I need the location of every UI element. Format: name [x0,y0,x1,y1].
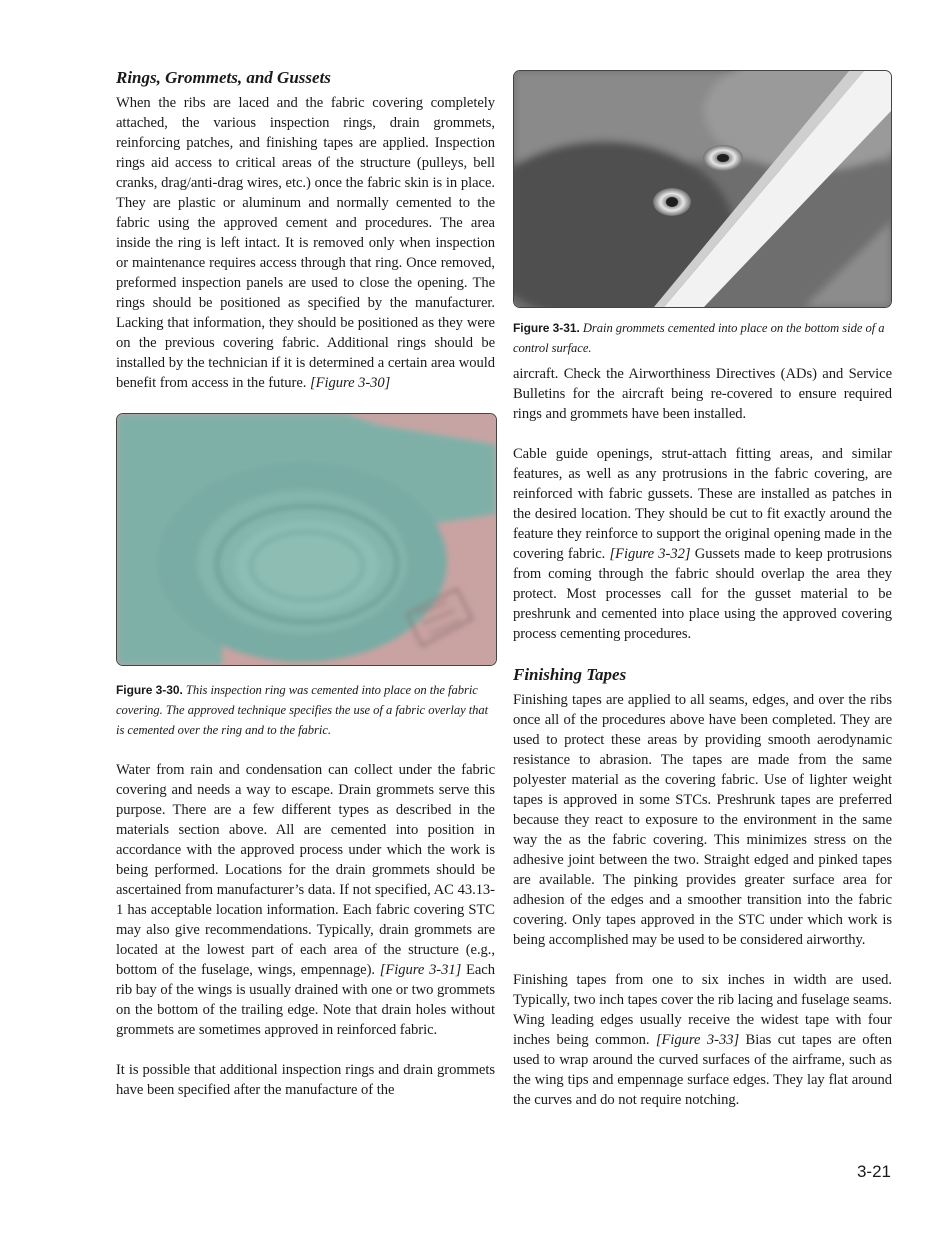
paragraph: Cable guide openings, strut-attach fitting areas, and similar features, as well as any protrusions in the fabric covering, are reinforced with fabric gussets. These are installed as patches in the desired location. They should be cut to fit exactly around the feature they reinforce to support the original opening made in the covering fabric. [Figure 3-32] Gussets made to keep protrusions from coming through the fabric should overlap the area they protect. Most processes call for the gusset material to be preshrunk and cemented into place using the approved covering process cementing procedures. [513,446,892,642]
paragraph: aircraft. Check the Airworthiness Directives (ADs) and Service Bulletins for the aircraft being re-covered to ensure required rings and grommets have been installed. [513,366,892,422]
left-column [116,67,495,1100]
figure-3-30-caption: Figure 3-30. This inspection ring was cemented into place on the fabric covering. The approved technique specifies the use of a fabric overlay that is cemented over the ring and to the fabric. [116,683,489,737]
figure-reference: [Figure 3-32] [609,546,691,562]
drain-grommets-image [514,71,891,307]
page-number: 3-21 [856,1162,891,1181]
figure-reference: [Figure 3-31] [379,962,462,978]
figure-reference: [Figure 3-33] [655,1032,740,1048]
section-heading-finishing-tapes: Finishing Tapes [513,665,627,684]
figure-3-31-caption: Figure 3-31. Drain grommets cemented into place on the bottom side of a control surface. [513,321,885,355]
paragraph: Water from rain and condensation can collect under the fabric covering and needs a way to escape. Drain grommets serve this purpose. There are a few different types as described in the materials section above. All are cemented into position in accordance with the approved process under which the work is being performed. Locations for the drain grommets should be ascertained from manufacturer’s data. If not specified, AC 43.13-1 has acceptable location information. Each fabric covering STC may also give recommendations. Typically, drain grommets are located at the lowest part of each area of the structure (e.g., bottom of the fuselage, wings, empennage). [Figure 3-31] Each rib bay of the wings is usually drained with one or two grommets on the bottom of the trailing edge. Note that drain holes without grommets are sometimes approved in reinforced fabric. [116,762,495,1038]
right-column [513,70,892,1110]
paragraph: Finishing tapes are applied to all seams, edges, and over the ribs once all of the procedures above have been completed. They are used to protect these areas by providing smooth aerodynamic resistance to abrasion. The tapes are made from the same polyester material as the covering fabric. Use of lighter weight tapes is approved in some STCs. Preshrunk tapes are preferred because they react to exposure to the environment in the same way the as the fabric covering. This minimizes stress on the adhesive joint between the two. Straight edged and pinked tapes are available. The pinking provides greater surface area for adhesion of the edges and a smoother transition into the fabric covering. Only tapes approved in the STC under which work is being accomplished may be used to be considered airworthy. [513,692,892,948]
inspection-ring-image [117,414,496,665]
paragraph: When the ribs are laced and the fabric covering completely attached, the various inspection rings, drain grommets, reinforcing patches, and finishing tapes are applied. Inspection rings aid access to critical areas of the structure (pulleys, bell cranks, drag/anti-drag wires, etc.) once the fabric skin is in place. They are plastic or aluminum and normally cemented to the fabric using the approved cement and procedures. The area inside the ring is left intact. It is removed only when inspection or maintenance requires access through that ring. Once removed, preformed inspection panels are used to close the opening. The rings should be positioned as specified by the manufacturer. Lacking that information, they should be positioned as they were on the previous covering fabric. Additional rings should be installed by the technician if it is determined a certain area would benefit from access in the future. [Figure 3-30] [116,95,495,391]
figure-3-30-photo [116,413,497,666]
figure-reference: [Figure 3-30] [309,375,391,391]
paragraph: It is possible that additional inspection rings and drain grommets have been specified after the manufacture of the [116,1062,495,1098]
section-heading-rings: Rings, Grommets, and Gussets [116,68,331,87]
figure-3-31-photo [513,70,892,308]
paragraph: Finishing tapes from one to six inches in width are used. Typically, two inch tapes cover the rib lacing and fuselage seams. Wing leading edges usually receive the widest tape with four inches being common. [Figure 3-33] Bias cut tapes are often used to wrap around the curved surfaces of the airframe, such as the wing tips and empennage surface edges. They lay flat around the curves and do not require notching. [513,972,892,1108]
